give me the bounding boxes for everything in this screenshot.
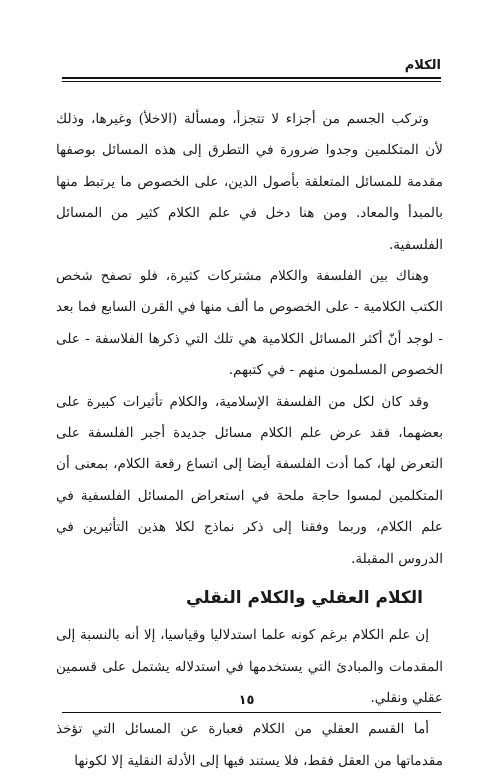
header-rule-bottom: [62, 81, 441, 82]
section-heading: الكلام العقلي والكلام النقلي: [186, 588, 423, 609]
paragraph: وهناك بين الفلسفة والكلام مشتركات كثيرة، فلو تصفح شخص الكتب الكلامية - على الخصوص ما ألف منها في القرن السابع فما بعد - لوجد أنّ أكثر المسائل الكلامية هي تلك التي ذكرها الفلاسفة - على الخصوص المسلمون منهم - في كتبهم.: [56, 268, 443, 379]
paragraph: وتركب الجسم من أجزاء لا تتجزأ، ومسألة (الاخلأ) وغيرها، وذلك لأن المتكلمين وجدوا ضرورة في التطرق إلى هذه المسائل بوصفها مقدمة للمسائل المتعلقة بأصول الدين، على الخصوص ما يرتبط منها بالمبدأ والمعاد. ومن هنا دخل في علم الكلام كثير من المسائل الفلسفية.: [56, 111, 443, 253]
footer-rule: [62, 712, 441, 713]
running-header: الكلام: [404, 58, 441, 73]
paragraph: إن علم الكلام برغم كونه علما استدلاليا وقياسيا، إلا أنه بالنسبة إلى المقدمات والمبادئ التي يستخدمها في استدلاله يشتمل على قسمين عقلي ونقلي.: [56, 627, 443, 706]
header-rule-top: [62, 77, 441, 79]
paragraph: وقد كان لكل من الفلسفة الإسلامية، والكلام تأثيرات كبيرة على بعضهما، فقد عرض علم الكلام مسائل جديدة أجبر الفلسفة على التعرض لها، كما أدت الفلسفة أيضا إلى اتساع رقعة الكلام، بمعنى أن المتكلمين لمسوا حاجة ملحة في استعراض المسائل الفلسفية في علم الكلام، وربما وفقنا إلى ذكر نماذج لكلا هذين التأثيرين في الدروس المقبلة.: [56, 393, 443, 567]
paragraph: أما القسم العقلي من الكلام فعبارة عن المسائل التي تؤخذ مقدماتها من العقل فقط، فلا يستند فيها إلى الأدلة النقلية إلا لكونها: [56, 721, 443, 769]
page-number: ١٥: [238, 693, 255, 708]
body-text: [56, 104, 443, 777]
